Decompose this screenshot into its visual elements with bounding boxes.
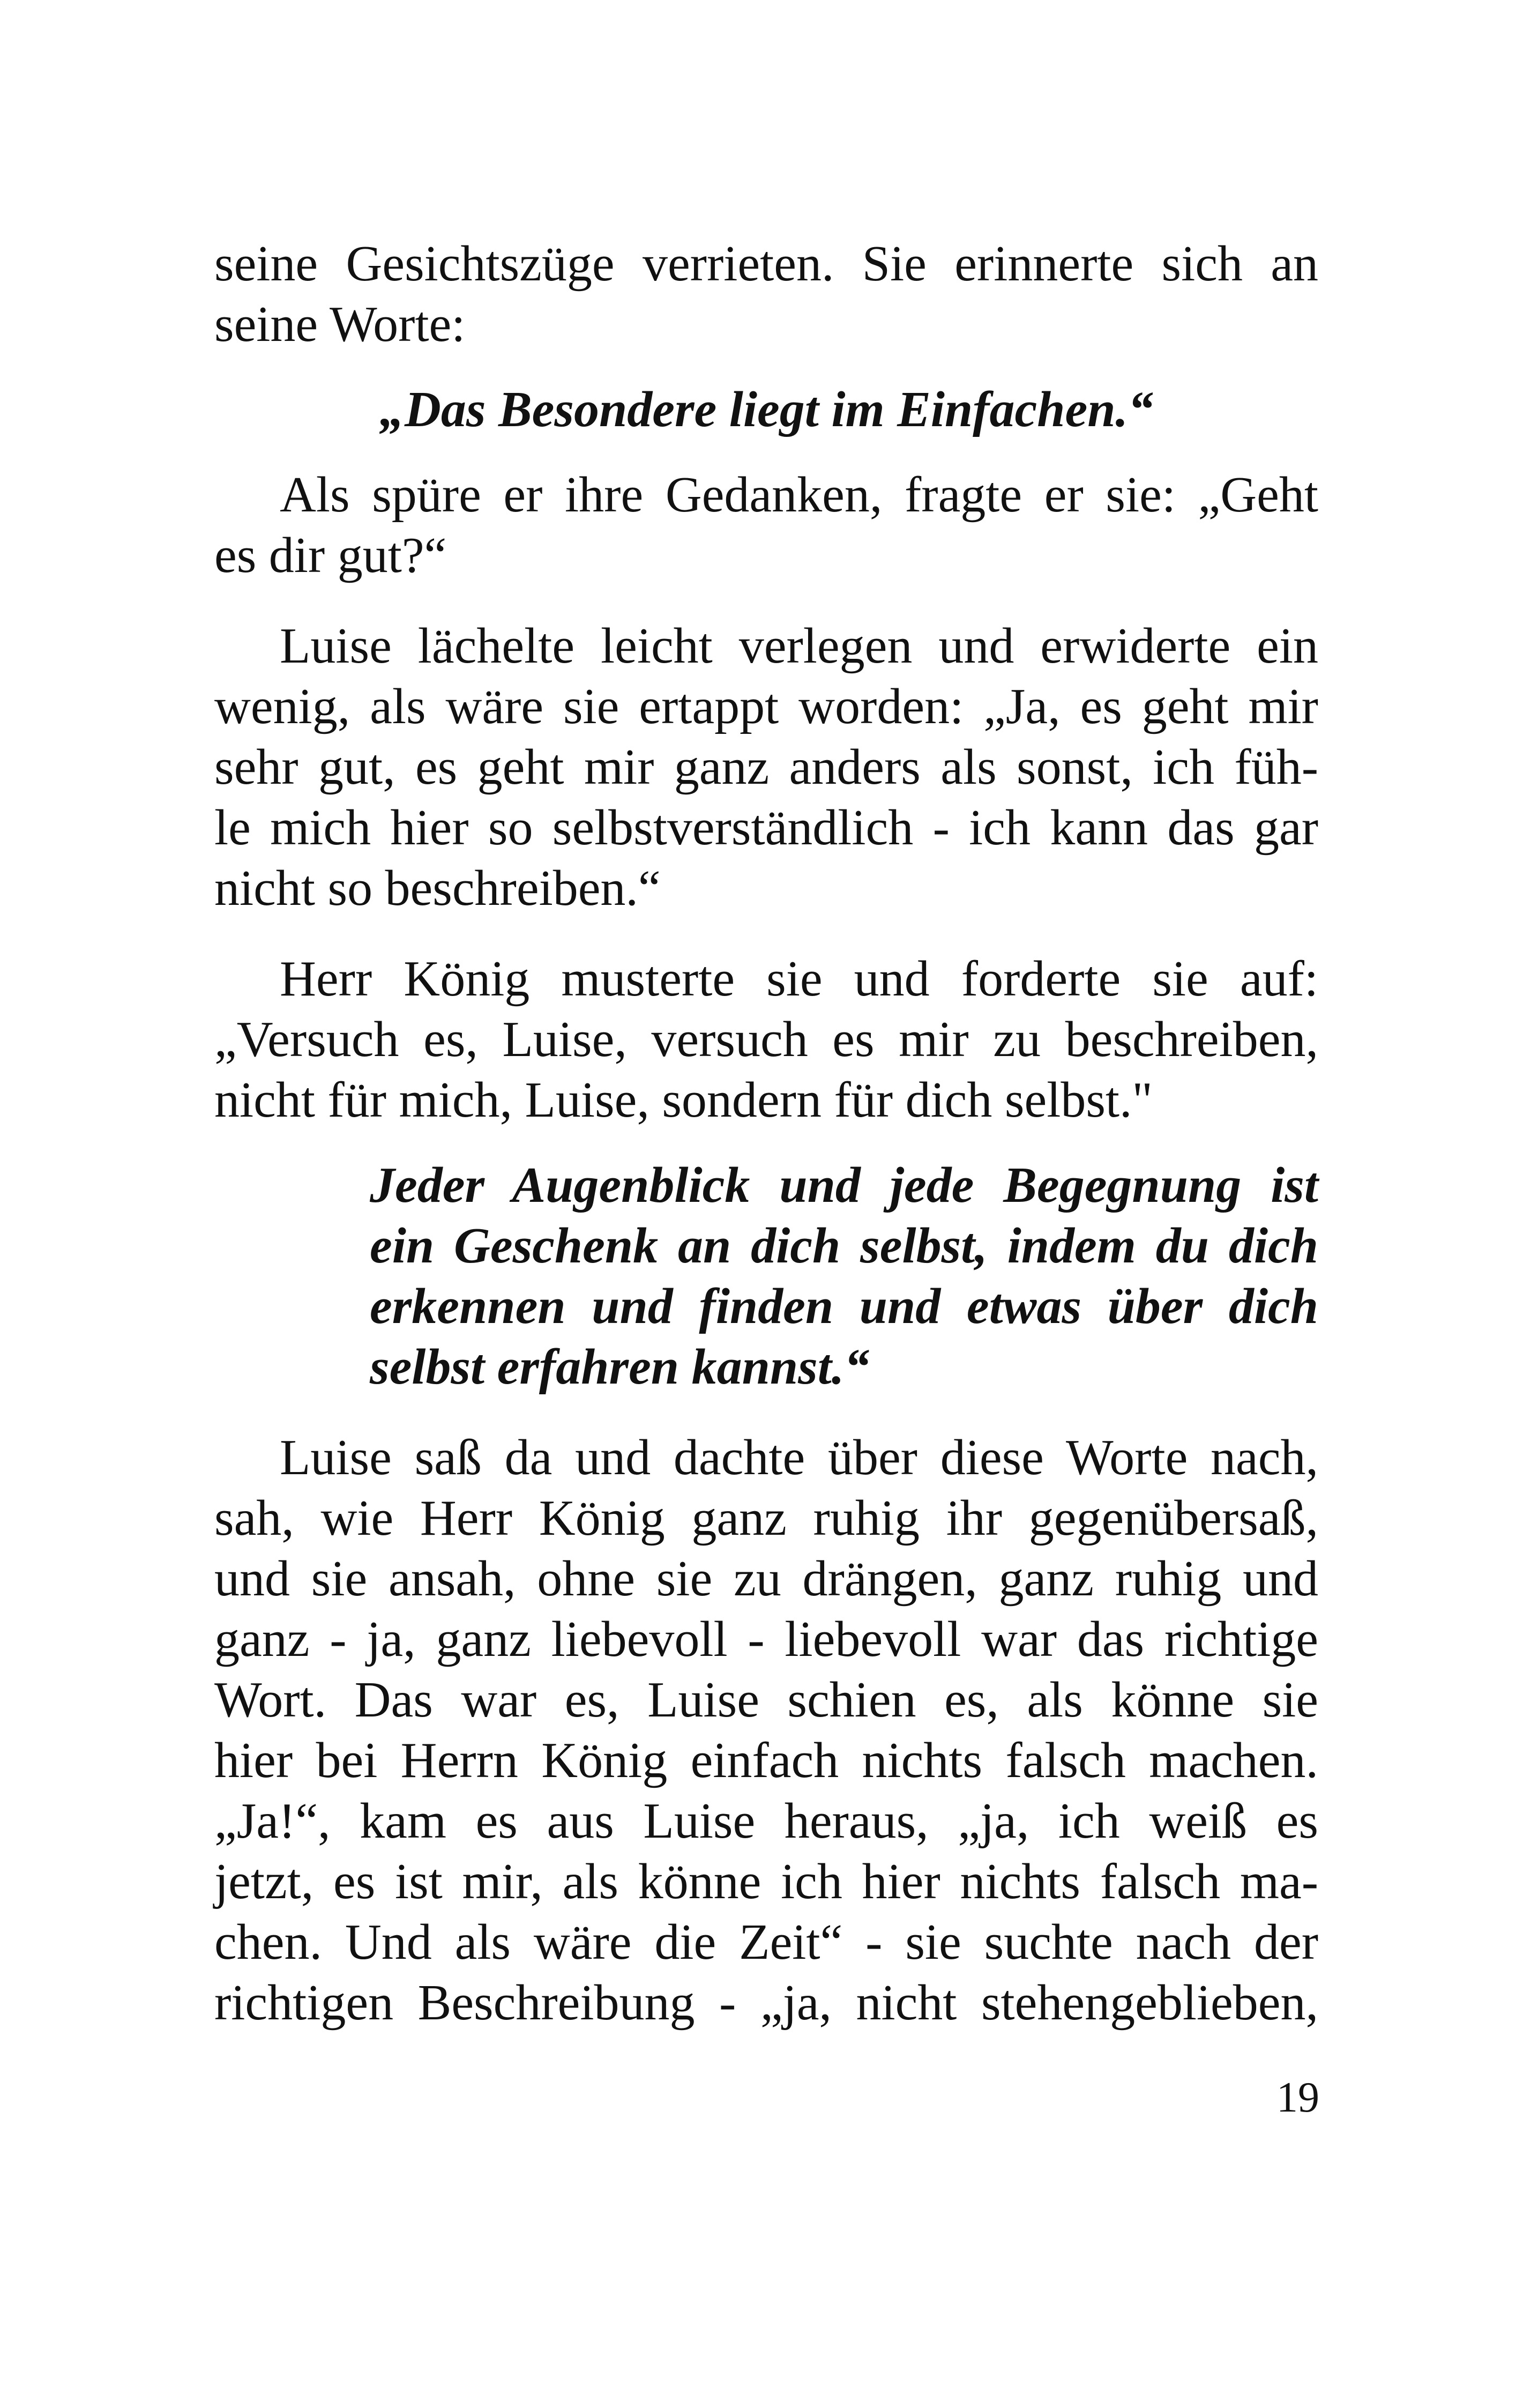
text-line: jetzt, es ist mir, als könne ich hier nichts falsch ma- xyxy=(214,1854,1318,1909)
text-line: „Ja!“, kam es aus Luise heraus, „ja, ich weiß es xyxy=(214,1793,1318,1849)
text-line: hier bei Herrn König einfach nichts falsch machen. xyxy=(214,1733,1318,1788)
text-line: es dir gut?“ xyxy=(214,527,447,583)
paragraph-5 xyxy=(214,1428,1318,2033)
text-line: Luise lächelte leicht verlegen und erwiderte ein xyxy=(280,618,1318,674)
text-line: Herr König musterte sie und forderte sie auf: xyxy=(280,951,1318,1007)
text-line: sehr gut, es geht mir ganz anders als sonst, ich füh- xyxy=(214,739,1318,795)
text-line: seine Gesichtszüge verrieten. Sie erinnerte sich an xyxy=(214,236,1318,292)
text-line: „Versuch es, Luise, versuch es mir zu beschreiben, xyxy=(214,1012,1318,1067)
text-line: und sie ansah, ohne sie zu drängen, ganz ruhig und xyxy=(214,1551,1318,1607)
text-line: le mich hier so selbstverständlich - ich kann das gar xyxy=(214,800,1318,856)
text-line: chen. Und als wäre die Zeit“ - sie suchte nach der xyxy=(214,1914,1318,1970)
text-line: „Das Besondere liegt im Einfachen.“ xyxy=(379,382,1153,437)
text-line: Jeder Augenblick und jede Begegnung ist xyxy=(370,1157,1318,1213)
text-line: richtigen Beschreibung - „ja, nicht stehengeblieben, xyxy=(214,1975,1318,2031)
emphasized-block-quote xyxy=(214,1155,1318,1398)
emphasized-quote xyxy=(214,380,1318,440)
text-line: sah, wie Herr König ganz ruhig ihr gegenübersaß, xyxy=(214,1490,1318,1546)
paragraph-3 xyxy=(214,616,1318,919)
page-body xyxy=(214,234,1318,2033)
text-line: nicht für mich, Luise, sondern für dich selbst." xyxy=(214,1072,1153,1128)
page-number: 19 xyxy=(1276,2074,1319,2121)
text-line: erkennen und finden und etwas über dich xyxy=(370,1279,1318,1334)
text-line: ein Geschenk an dich selbst, indem du dich xyxy=(370,1218,1318,1274)
text-line: Wort. Das war es, Luise schien es, als könne sie xyxy=(214,1672,1318,1728)
text-line: ganz - ja, ganz liebevoll - liebevoll war das richtige xyxy=(214,1611,1318,1667)
paragraph-4 xyxy=(214,949,1318,1131)
text-line: selbst erfahren kannst.“ xyxy=(370,1339,870,1395)
paragraph-2 xyxy=(214,465,1318,586)
text-line: Luise saß da und dachte über diese Worte nach, xyxy=(280,1430,1318,1485)
paragraph-1 xyxy=(214,234,1318,355)
text-line: wenig, als wäre sie ertappt worden: „Ja, es geht mir xyxy=(214,679,1318,734)
text-line: nicht so beschreiben.“ xyxy=(214,860,661,916)
text-line: Als spüre er ihre Gedanken, fragte er sie: „Geht xyxy=(280,467,1318,523)
text-line: seine Worte: xyxy=(214,296,466,352)
